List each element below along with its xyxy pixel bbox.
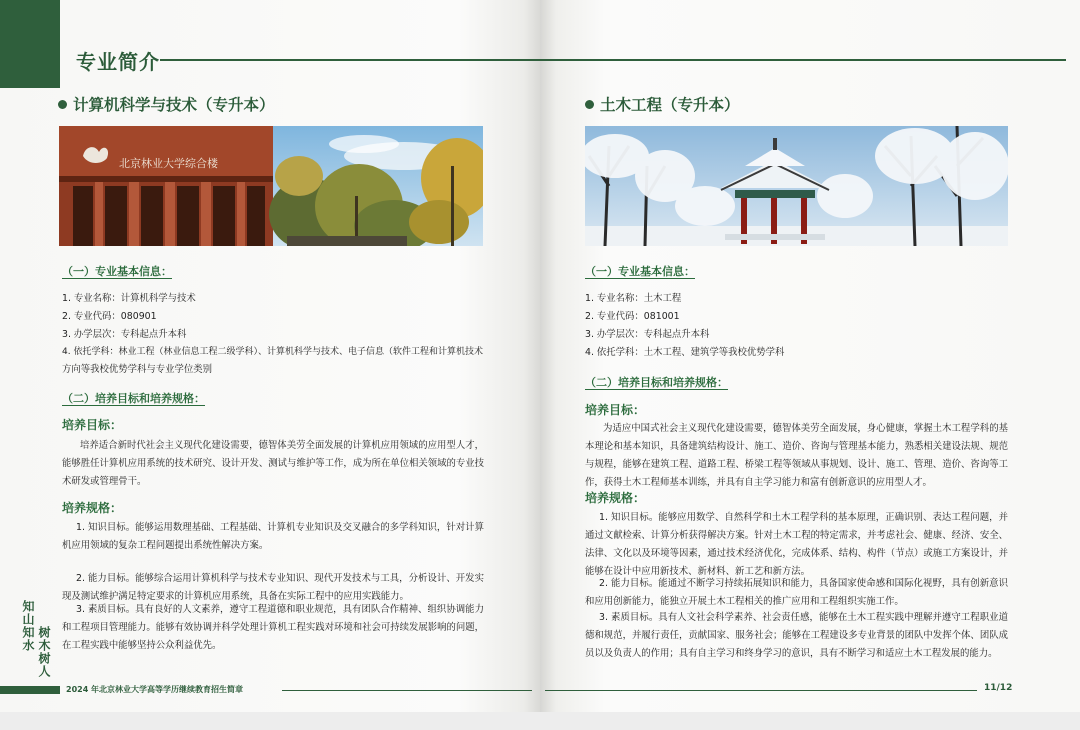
corner-accent-block [0,0,60,88]
right-section-title [585,93,740,115]
left-info-line-5: 方向等我校优势学科与专业学位类别 [62,364,213,375]
left-spec-3: 3. 素质目标。具有良好的人文素养，遵守工程道德和职业规范，具有团队合作精神、组织协调能力和工程项目管理能力。能够有效协调并科学处理计算机工程实践对环境和社会可持续发展影响的问题，在工程实践中能够坚持公众利益优先。 [62,604,484,651]
bullet-dot-icon [58,100,67,109]
right-spec-2: 2. 能力目标。能通过不断学习持续拓展知识和能力，具备国家使命感和国际化视野，具有创新意识和应用创新能力，能独立开展土木工程相关的推广应用和工程组织实施工作。 [585,578,1008,607]
left-info-line-4: 4. 依托学科：林业工程（林业信息工程二级学科）、计算机科学与技术、电子信息（软件工程和计算机技术 [62,347,483,357]
left-info-line-3: 3. 办学层次：专科起点升本科 [62,329,187,340]
page-number: 11/12 [984,683,1013,693]
building-sign-text: 北京林业大学综合楼 [119,157,218,170]
left-info-line-2: 2. 专业代码：080901 [62,311,157,322]
right-info-line-3: 3. 办学层次：专科起点升本科 [585,329,710,340]
left-training-heading: （二）培养目标和培养规格： [62,392,205,405]
right-spec-title: 培养规格： [585,491,646,505]
bullet-dot-icon [585,100,594,109]
right-info-line-1: 1. 专业名称：土木工程 [585,293,682,304]
right-goal-text: 为适应中国式社会主义现代化建设需要，德智体美劳全面发展，身心健康，掌握土木工程学科的基本理论和基本知识，具备建筑结构设计、施工、造价、咨询与管理基本能力，熟悉相关建设法规、规范与规程，能够在建筑工程、道路工程、桥梁工程等领域从事规划、设计、施工、管理、造价、咨询等工作，获得土木工程师基本训练，并具有自主学习能力和富有创新意识的应用型人才。 [585,423,1008,488]
left-basic-info-heading: （一）专业基本信息： [62,265,172,278]
left-campus-photo [59,126,483,246]
left-goal-text: 培养适合新时代社会主义现代化建设需要，德智体美劳全面发展的计算机应用领域的应用型人才，能够胜任计算机应用系统的技术研究、设计开发、测试与维护等工作，成为所在单位相关领域的专业技术研发或管理骨干。 [62,440,484,487]
left-spec-title: 培养规格： [62,501,123,515]
right-pavilion-photo [585,126,1008,246]
footer-rule-right [545,690,977,691]
title-rule [160,59,1066,61]
left-spec-1: 1. 知识目标。能够运用数理基础、工程基础、计算机专业知识及交叉融合的多学科知识，针对计算机应用领域的复杂工程问题提出系统性解决方案。 [62,522,484,551]
right-spec-3: 3. 素质目标。具有人文社会科学素养、社会责任感，能够在土木工程实践中理解并遵守工程职业道德和规范，并履行责任，贡献国家、服务社会；能够在工程建设多专业背景的团队中发挥个体、团队成员以及负责人的作用；具有自主学习和终身学习的意识，具有不断学习和适应土木工程发展的能力。 [585,612,1008,659]
left-section-title [58,93,275,115]
motto-line-2: 树木树人 [37,626,51,678]
right-training-heading: （二）培养目标和培养规格： [585,376,728,389]
left-spec-2: 2. 能力目标。能够综合运用计算机科学与技术专业知识、现代开发技术与工具，分析设计、开发实现及测试维护满足特定要求的计算机应用系统，具备在实际工程中的应用实践能力。 [62,573,484,602]
footer-title: 2024 年北京林业大学高等学历继续教育招生简章 [66,685,244,694]
right-basic-info-heading: （一）专业基本信息： [585,265,695,278]
right-section-title-text: 土木工程（专升本） [600,96,740,114]
left-info-line-1: 1. 专业名称：计算机科学与技术 [62,293,196,304]
motto-line-1: 知山知水 [21,600,35,652]
right-goal-title: 培养目标： [585,403,646,417]
page-title: 专业简介 [76,50,160,74]
left-goal-title: 培养目标： [62,418,123,432]
left-section-title-text: 计算机科学与技术（专升本） [73,96,275,114]
right-spec-1: 1. 知识目标。能够应用数学、自然科学和土木工程学科的基本原理，正确识别、表达工程问题，并通过文献检索、计算分析获得解决方案。针对土木工程的特定需求，并考虑社会、健康、经济、安全、法律、文化以及环境等因素，通过技术经济优化，完成体系、结构、构件（节点）或施工方案设计，并能够在设计中应用新技术、新材料、新工艺和新方法。 [585,512,1008,577]
right-info-line-4: 4. 依托学科：土木工程、建筑学等我校优势学科 [585,347,785,358]
footer-rule-left [282,690,532,691]
right-info-line-2: 2. 专业代码：081001 [585,311,680,322]
footer-accent-bar [0,686,60,694]
